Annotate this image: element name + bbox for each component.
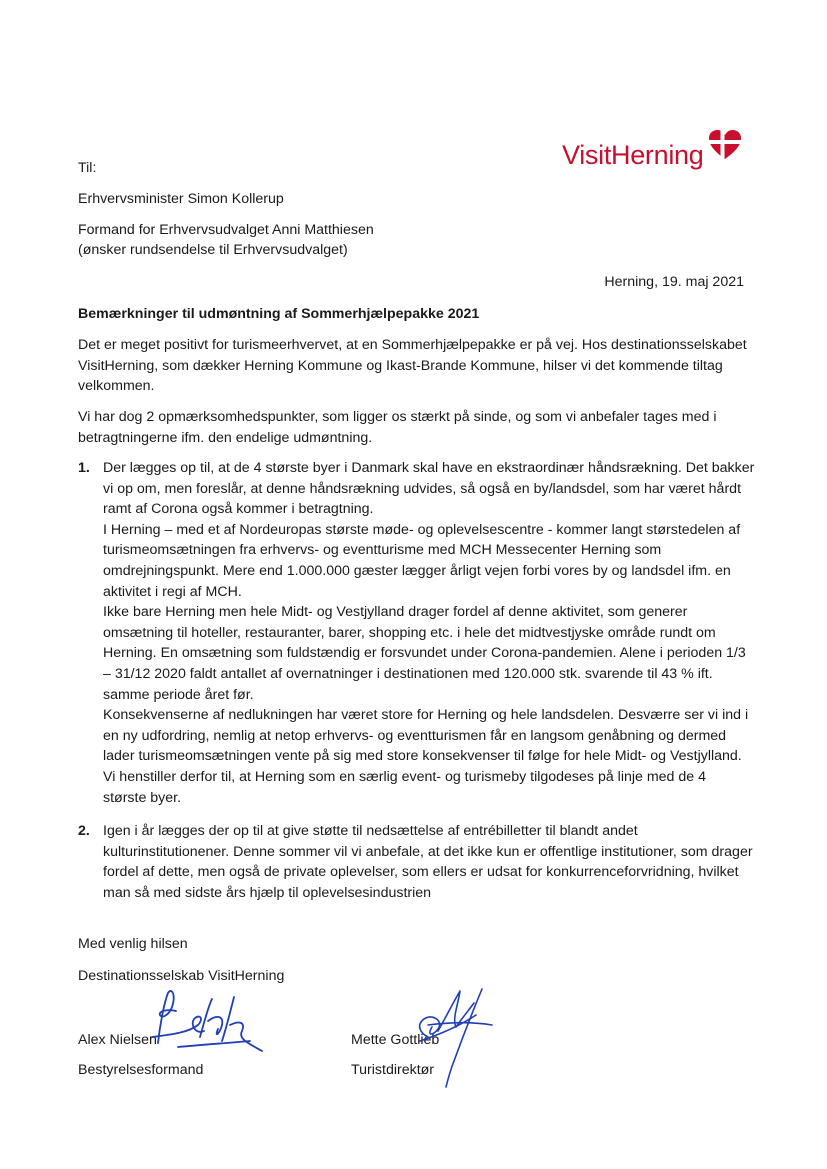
point2-number: 2. — [78, 823, 90, 839]
point2-line: Igen i år lægges der op til at give støtte til nedsættelse af entrébilletter til blandt andet — [103, 823, 638, 839]
point1-line: aktivitet i regi af MCH. — [103, 583, 242, 600]
point1-line: Vi henstiller derfor til, at Herning som en særlig event- og turismeby tilgodeses på linje med de 4 — [103, 768, 707, 785]
intro-line: Det er meget positivt for turismeerhvervet, at en Sommerhjælpepakke er på vej. Hos destinationsselskabet — [78, 337, 747, 353]
recipient-minister: Erhvervsminister Simon Kollerup — [78, 191, 284, 207]
intro2-paragraph — [78, 407, 717, 448]
point1-line: en ny udfordring, nemlig at netop erhvervs- og eventturismen får en langsom genåbning og dermed — [103, 727, 727, 744]
signer2-title: Turistdirektør — [351, 1062, 435, 1078]
point1-line: ramt af Corona også kommer i betragtning. — [103, 501, 374, 518]
point1-line: – 31/12 2020 faldt antallet af overnatninger i destinationen med 120.000 stk. svarende til 43 % ift. — [103, 665, 713, 682]
heart-flag-icon — [708, 129, 742, 161]
point2-line: fordel af dette, men også de private oplevelser, som ellers er udsat for konkurrenceforvridning, hvilket — [103, 864, 739, 881]
signer1-title: Bestyrelsesformand — [78, 1062, 204, 1078]
point1-line: omdrejningspunkt. Mere end 1.000.000 gæster lægger årligt vejen forbi vores by og landsdel ifm. en — [103, 562, 731, 579]
point1-text — [103, 458, 754, 808]
point1-line: Konsekvenserne af nedlukningen har været store for Herning og hele landsdelen. Desværre ser vi ind i — [103, 707, 749, 724]
point1-line: lader turismeomsætningen vente på sig med store konsekvenser til følge for hele Midt- og Vestjylland. — [103, 748, 742, 765]
intro2-line: betragtningerne ifm. den endelige udmøntning. — [78, 429, 373, 446]
point2-line: kulturinstitutionener. Denne sommer vil vi anbefale, at det ikke kun er offentlige institutioner, som drager — [103, 843, 753, 860]
signature-alex-nielsen — [138, 985, 268, 1055]
recipient-note: (ønsker rundsendelse til Erhvervsudvalget) — [78, 242, 348, 258]
signer1-name: Alex Nielsen — [78, 1032, 157, 1048]
signer2-name: Mette Gottlieb — [351, 1032, 440, 1048]
point1-line: Der lægges op til, at de 4 største byer i Danmark skal have en ekstraordinær håndsrækning. Det bakker — [103, 460, 755, 476]
point2-line: man så med sidste års hjælp til oplevelsesindustrien — [103, 884, 432, 901]
point1-line: største byer. — [103, 789, 182, 806]
intro-line: VisitHerning, som dækker Herning Kommune og Ikast-Brande Kommune, hilser vi det kommende tiltag — [78, 357, 723, 374]
closing-organization: Destinationsselskab VisitHerning — [78, 968, 285, 984]
point1-line: turismeomsætningen fra erhvervs- og eventturisme med MCH Messecenter Herning som — [103, 542, 662, 559]
letter-date: Herning, 19. maj 2021 — [604, 274, 744, 290]
point1-line: vi op om, men foreslår, at denne håndsrækning udvides, så også en by/landsdel, som har været hårdt — [103, 480, 742, 497]
point1-line: Ikke bare Herning men hele Midt- og Vestjylland drager fordel af denne aktivitet, som generer — [103, 604, 688, 621]
point1-line: samme periode året før. — [103, 686, 254, 703]
point1-line: I Herning – med et af Nordeuropas største møde- og oplevelsescentre - kommer langt størstedelen af — [103, 521, 741, 538]
closing-greeting: Med venlig hilsen — [78, 936, 188, 952]
signature-mette-gottlieb — [398, 975, 498, 1090]
letter-subject: Bemærkninger til udmøntning af Sommerhjælpepakke 2021 — [78, 306, 480, 322]
to-label: Til: — [78, 160, 97, 176]
logo-text: VisitHerning — [562, 140, 704, 170]
point2-text — [103, 821, 753, 903]
point1-line: Herning. En omsætning som fuldstændig er forsvundet under Corona-pandemien. Alene i perioden 1/3 — [103, 645, 746, 662]
point1-number: 1. — [78, 460, 90, 476]
point1-line: omsætning til hoteller, restauranter, barer, shopping etc. i hele det midtvestjyske område rundt om — [103, 624, 716, 641]
intro-paragraph — [78, 335, 747, 397]
intro2-line: Vi har dog 2 opmærksomhedspunkter, som ligger os stærkt på sinde, og som vi anbefaler tages med i — [78, 409, 717, 425]
recipient-chair: Formand for Erhvervsudvalget Anni Matthiesen — [78, 222, 374, 238]
intro-line: velkommen. — [78, 378, 155, 395]
